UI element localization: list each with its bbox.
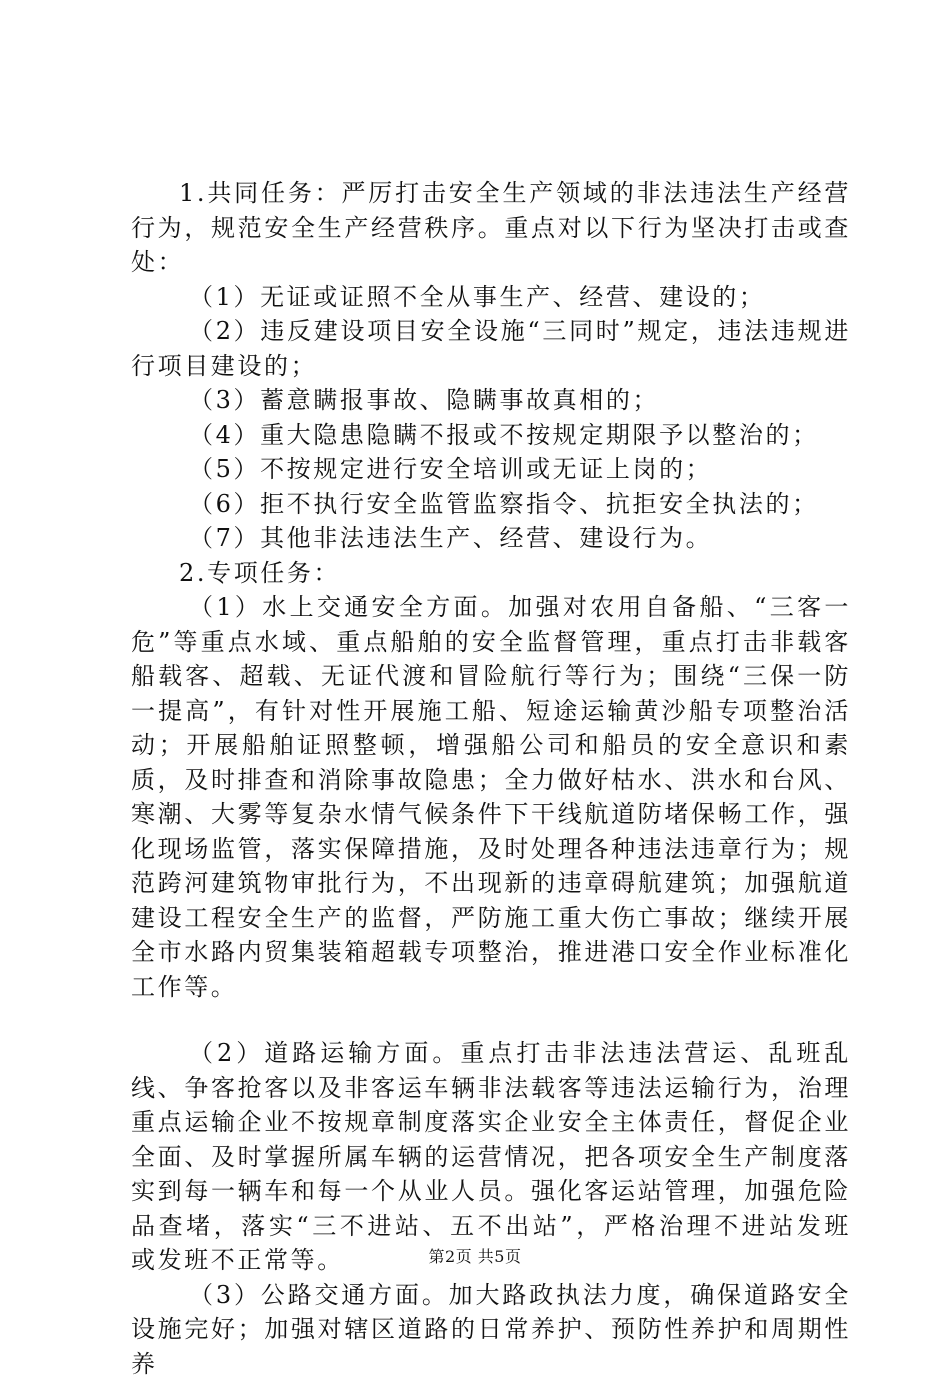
list-item-1: （1）无证或证照不全从事生产、经营、建设的； [131,280,851,315]
paragraph-common-task: 1.共同任务：严厉打击安全生产领域的非法违法生产经营行为，规范安全生产经营秩序。重点对以下行为坚决打击或查处： [131,176,851,280]
list-item-5: （5）不按规定进行安全培训或无证上岗的； [131,452,851,487]
list-item-6: （6）拒不执行安全监管监察指令、抗拒安全执法的； [131,487,851,522]
document-body [131,176,851,1381]
paragraph-special-task-heading: 2.专项任务： [131,556,851,591]
paragraph-road-transport: （2）道路运输方面。重点打击非法违法营运、乱班乱线、争客抢客以及非客运车辆非法载客等违法运输行为，治理重点运输企业不按规章制度落实企业安全主体责任，督促企业全面、及时掌握所属车辆的运营情况，把各项安全生产制度落实到每一辆车和每一个从业人员。强化客运站管理，加强危险品查堵，落实“三不进站、五不出站”，严格治理不进站发班或发班不正常等。 [131,1036,851,1278]
list-item-3: （3）蓄意瞒报事故、隐瞒事故真相的； [131,383,851,418]
list-item-2: （2）违反建设项目安全设施“三同时”规定，违法违规进行项目建设的； [131,314,851,383]
paragraph-water-traffic: （1）水上交通安全方面。加强对农用自备船、“三客一危”等重点水域、重点船舶的安全监督管理，重点打击非载客船载客、超载、无证代渡和冒险航行等行为；围绕“三保一防一提高”，有针对性开展施工船、短途运输黄沙船专项整治活动；开展船舶证照整顿，增强船公司和船员的安全意识和素质，及时排查和消除事故隐患；全力做好枯水、洪水和台风、寒潮、大雾等复杂水情气候条件下干线航道防堵保畅工作，强化现场监管，落实保障措施，及时处理各种违法违章行为；规范跨河建筑物审批行为，不出现新的违章碍航建筑；加强航道建设工程安全生产的监督，严防施工重大伤亡事故；继续开展全市水路内贸集装箱超载专项整治，推进港口安全作业标准化工作等。 [131,590,851,1004]
list-item-7: （7）其他非法违法生产、经营、建设行为。 [131,521,851,556]
page-footer: 第2页 共5页 [0,1244,950,1267]
paragraph-highway-traffic: （3）公路交通方面。加大路政执法力度，确保道路安全设施完好；加强对辖区道路的日常养护、预防性养护和周期性养 [131,1278,851,1381]
list-item-4: （4）重大隐患隐瞒不报或不按规定期限予以整治的； [131,418,851,453]
